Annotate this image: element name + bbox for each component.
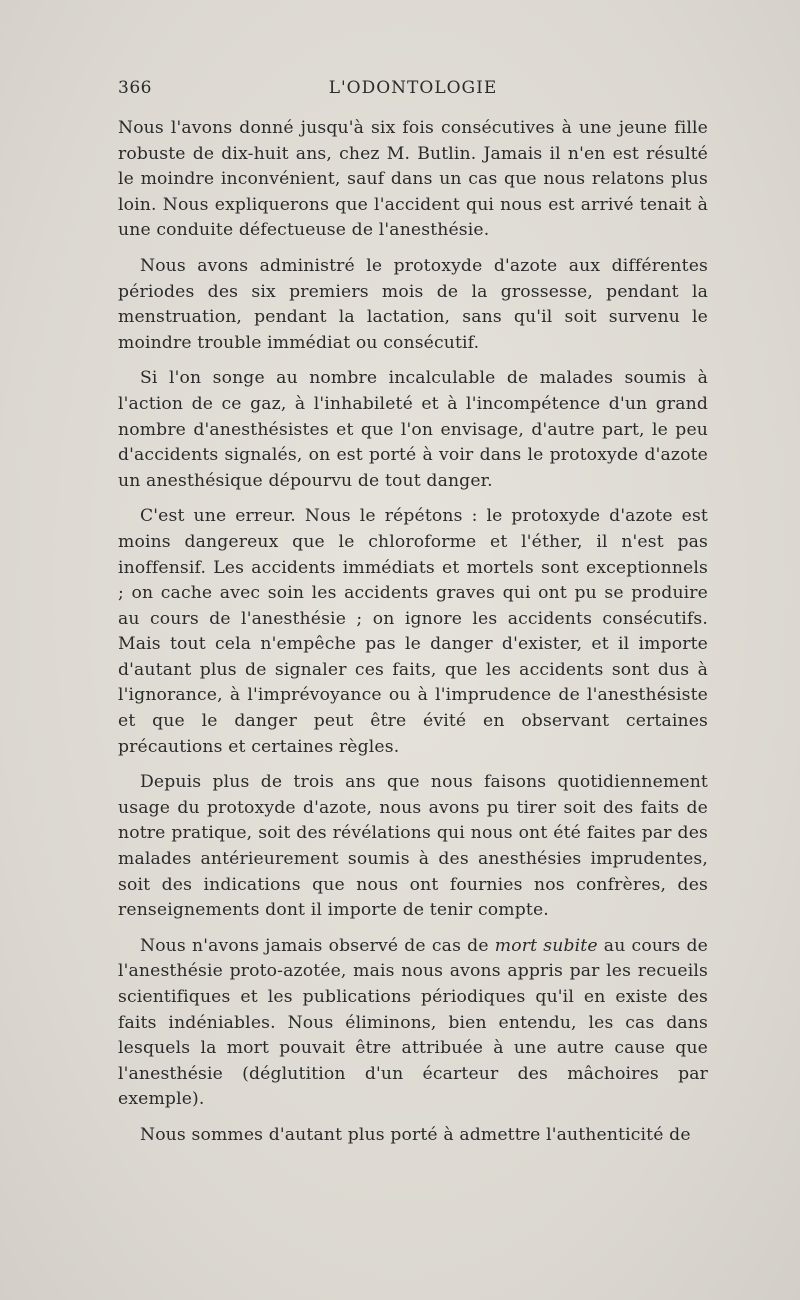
paragraph-1: Nous l'avons donné jusqu'à six fois consécutives à une jeune fille robuste de dix-huit ans, chez M. Butlin. Jamais il n'en est résulté le moindre inconvénient, sauf dans un cas que nous relatons plus loin. Nous expliquerons que l'accident qui nous est arrivé tenait à une conduite défectueuse de l'anesthésie. (118, 118, 708, 241)
paragraph-4: C'est une erreur. Nous le répétons : le protoxyde d'azote est moins dangereux que le chloroforme et l'éther, il n'est pas inoffensif. Les accidents immédiats et mortels sont exceptionnels ; on cache avec soin les accidents graves qui ont pu se produire au cours de l'anesthésie ; on ignore les accidents consécutifs. Mais tout cela n'empêche pas le danger d'exister, et il importe d'autant plus de signaler ces faits, que les accidents sont dus à l'ignorance, à l'imprévoyance ou à l'imprudence de l'anesthésiste et que le danger peut être évité en observant certaines précautions et certaines règles. (118, 506, 708, 757)
paragraph-2: Nous avons administré le protoxyde d'azote aux différentes périodes des six premiers mois de la grossesse, pendant la menstruation, pendant la lactation, sans qu'il soit survenu le moindre trouble immédiat ou consécutif. (118, 255, 708, 353)
paragraph-6-text-before: Nous n'avons jamais observé de cas de (140, 935, 495, 956)
paragraph-5: Depuis plus de trois ans que nous faisons quotidiennement usage du protoxyde d'azote, nous avons pu tirer soit des faits de notre pratique, soit des révélations qui nous ont été faites par des malades antérieurement soumis à des anesthésies imprudentes, soit des indications que nous ont fournies nos confrères, des renseignements dont il importe de tenir compte. (118, 772, 708, 921)
journal-title: L'ODONTOLOGIE (328, 78, 498, 98)
running-head (118, 78, 708, 102)
paragraph-7: Nous sommes d'autant plus porté à admettre l'authenticité de (140, 1124, 691, 1145)
paragraph-3: Si l'on songe au nombre incalculable de malades soumis à l'action de ce gaz, à l'inhabileté et à l'incompétence d'un grand nombre d'anesthésistes et que l'on envisage, d'autre part, le peu d'accidents signalés, on est porté à voir dans le protoxyde d'azote un anesthésique dépourvu de tout danger. (118, 368, 708, 491)
paragraph-6-text-after: au cours de l'anesthésie proto-azotée, mais nous avons appris par les recueils scientifiques et les publications périodiques qu'il en existe des faits indéniables. Nous éliminons, bien entendu, les cas dans lesquels la mort pouvait être attribuée à une autre cause que l'anesthésie (déglutition d'un écarteur des mâchoires par exemple). (118, 935, 708, 1110)
paragraph-6-emphasis: mort subite (494, 935, 598, 956)
paragraph-6 (118, 934, 708, 1113)
body-text (118, 116, 708, 1159)
page-number: 366 (118, 78, 152, 98)
